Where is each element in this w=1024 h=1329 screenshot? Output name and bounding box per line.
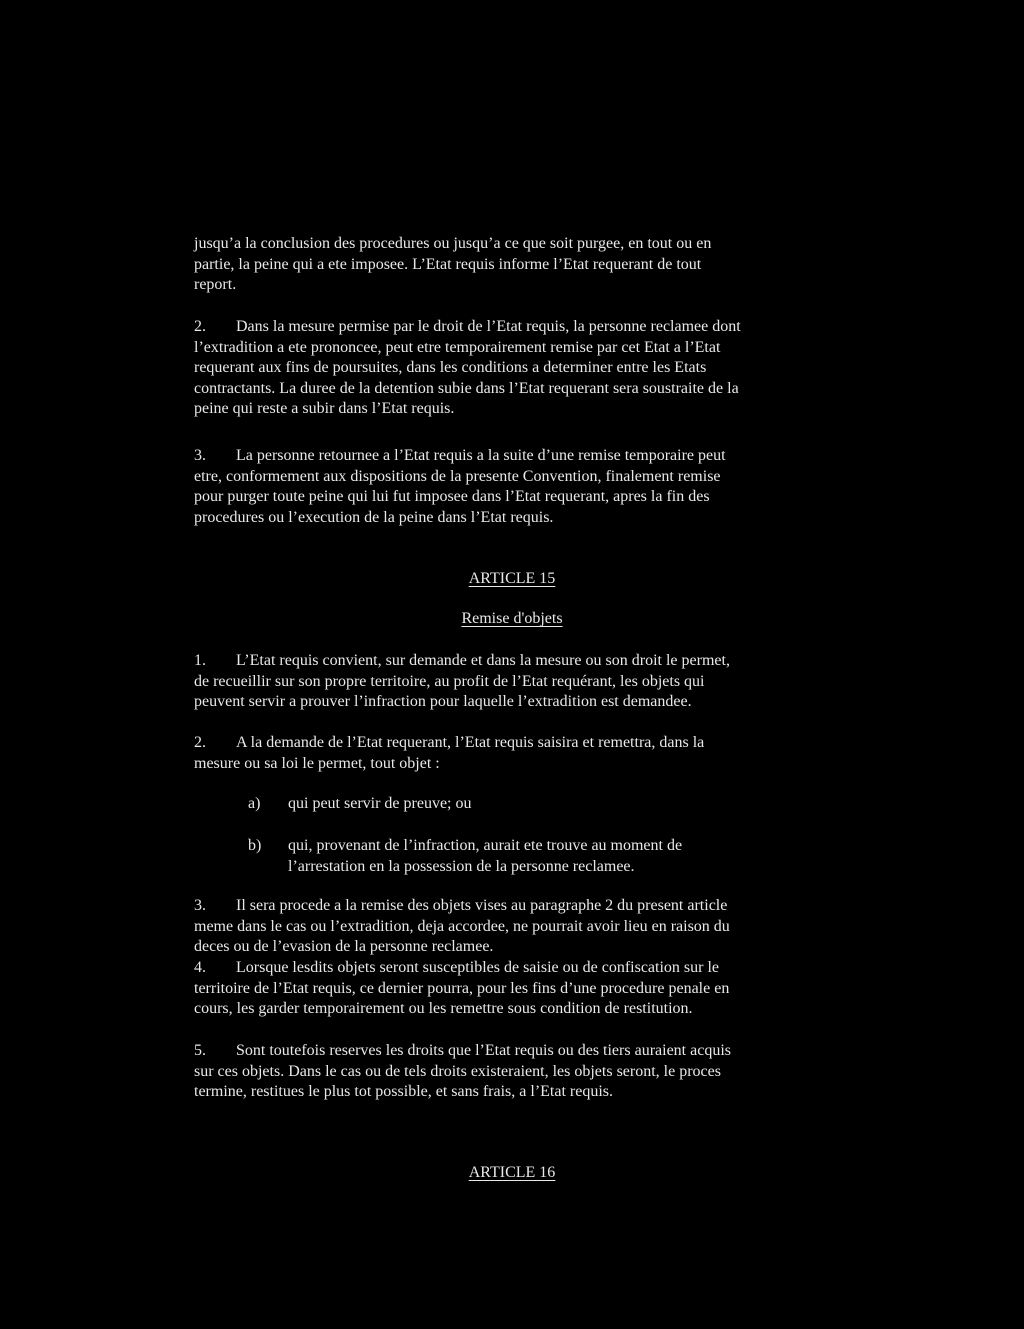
list-item-label: a): [248, 795, 261, 812]
text-line: [194, 1041, 824, 1062]
text-line: meme dans le cas ou l’extradition, deja accordee, ne pourrait avoir lieu en raison du: [194, 917, 730, 935]
paragraph-number: 4.: [194, 959, 206, 976]
text-line: peine qui reste a subir dans l’Etat requis.: [194, 400, 455, 417]
article-15-paragraph-2: [194, 733, 824, 774]
text-line: pour purger toute peine qui lui fut imposee dans l’Etat requerant, apres la fin des: [194, 488, 710, 505]
list-item-label: b): [248, 837, 262, 854]
text-line: deces ou de l’evasion de la personne reclamee.: [194, 938, 494, 955]
text-line: partie, la peine qui a ete imposee. L’Etat requis informe l’Etat requerant de tout: [194, 255, 702, 273]
text-line: procedures ou l’execution de la peine dans l’Etat requis.: [194, 508, 554, 526]
article-16-heading: ARTICLE 16: [468, 1164, 556, 1181]
list-item-text: [288, 794, 472, 815]
paragraph-text: Lorsque lesdits objets seront susceptibles de saisie ou de confiscation sur le: [236, 959, 720, 976]
paragraph-text: Sont toutefois reserves les droits que l’Etat requis ou des tiers auraient acquis: [236, 1042, 731, 1059]
paragraph-2: [194, 317, 824, 420]
text-line: territoire de l’Etat requis, ce dernier pourra, pour les fins d’une procedure penale en: [194, 979, 730, 997]
paragraph-number: 5.: [194, 1042, 206, 1059]
text-line: [194, 317, 824, 338]
text-line: sur ces objets. Dans le cas ou de tels droits existeraient, les objets seront, le proces: [194, 1062, 721, 1080]
text-line: l’arrestation en la possession de la personne reclamee.: [288, 857, 635, 875]
text-line: cours, les garder temporairement ou les remettre sous condition de restitution.: [194, 1000, 693, 1017]
text-line: l’extradition a ete prononcee, peut etre temporairement remise par cet Etat a l’Etat: [194, 338, 721, 356]
text-line: etre, conformement aux dispositions de la presente Convention, finalement remise: [194, 467, 721, 485]
text-line: [194, 958, 824, 979]
article-15-subheading: Remise d'objets: [461, 610, 563, 627]
intro-paragraph: [194, 234, 824, 296]
text-line: requerant aux fins de poursuites, dans les conditions a determiner entre les Etats: [194, 359, 707, 376]
paragraph-text: L’Etat requis convient, sur demande et dans la mesure ou son droit le permet,: [236, 652, 730, 669]
article-15-heading: ARTICLE 15: [468, 570, 556, 587]
list-item-b: [248, 836, 828, 875]
text-line: qui peut servir de preuve; ou: [288, 795, 472, 812]
paragraph-number: 3.: [194, 897, 206, 914]
text-line: report.: [194, 276, 237, 293]
paragraph-number: 3.: [194, 447, 206, 464]
paragraph-number: 2.: [194, 318, 206, 335]
article-15-paragraph-1: [194, 651, 824, 713]
paragraph-text: La personne retournee a l’Etat requis a la suite d’une remise temporaire peut: [236, 447, 726, 464]
paragraph-text: A la demande de l’Etat requerant, l’Etat requis saisira et remettra, dans la: [236, 734, 705, 751]
text-line: contractants. La duree de la detention subie dans l’Etat requerant sera soustraite de la: [194, 379, 739, 397]
text-line: [194, 651, 824, 672]
text-line: qui, provenant de l’infraction, aurait ete trouve au moment de: [288, 837, 683, 854]
text-line: [194, 896, 824, 917]
text-line: jusqu’a la conclusion des procedures ou jusqu’a ce que soit purgee, en tout ou en: [194, 235, 712, 252]
paragraph-3: [194, 446, 824, 528]
text-line: mesure ou sa loi le permet, tout objet :: [194, 754, 440, 772]
paragraph-number: 2.: [194, 734, 206, 751]
text-line: termine, restitues le plus tot possible, et sans frais, a l’Etat requis.: [194, 1083, 614, 1100]
text-line: peuvent servir a prouver l’infraction pour laquelle l’extradition est demandee.: [194, 693, 692, 710]
paragraph-text: Il sera procede a la remise des objets vises au paragraphe 2 du present article: [236, 897, 728, 914]
text-line: [194, 733, 824, 754]
paragraph-text: Dans la mesure permise par le droit de l’Etat requis, la personne reclamee dont: [236, 318, 741, 335]
text-line: de recueillir sur son propre territoire, au profit de l’Etat requérant, les objets qui: [194, 672, 705, 690]
list-item-text: [288, 836, 682, 877]
list-item-a: [248, 794, 828, 815]
paragraph-number: 1.: [194, 652, 206, 669]
article-15-paragraph-4: [194, 958, 824, 1020]
article-15-paragraph-5: [194, 1041, 824, 1103]
text-line: [194, 446, 824, 467]
article-15-paragraph-3: [194, 896, 824, 958]
